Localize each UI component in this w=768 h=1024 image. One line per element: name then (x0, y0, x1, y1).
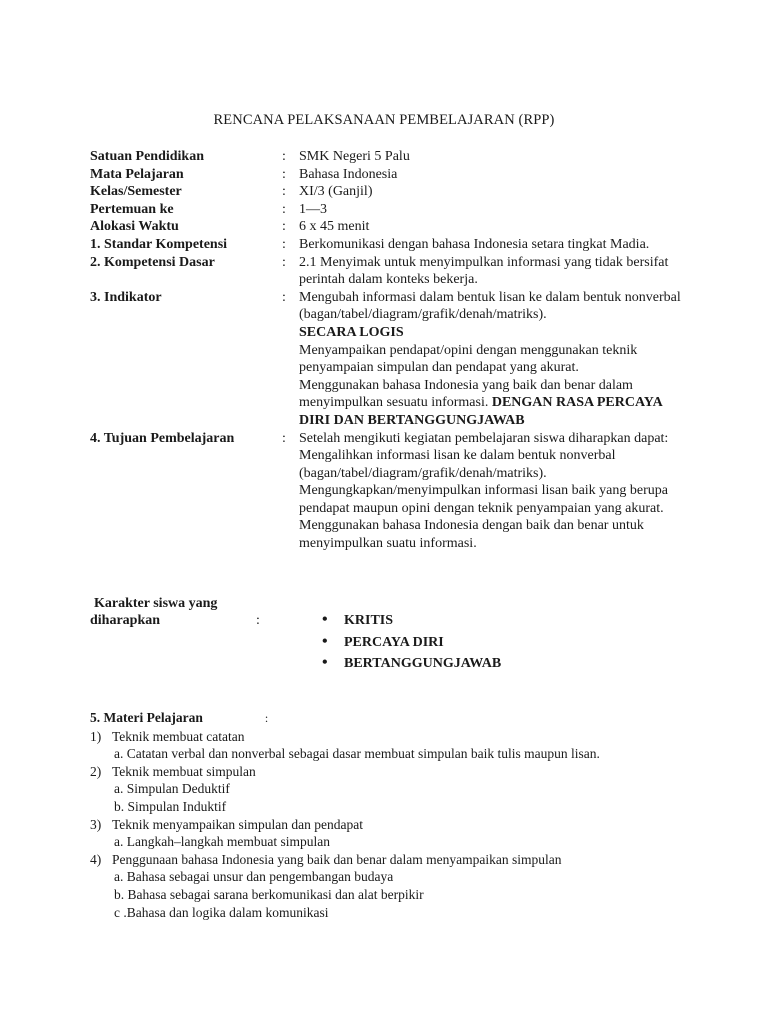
meta-label: 1. Standar Kompetensi (90, 236, 228, 252)
meta-colon: : (282, 201, 286, 217)
meta-colon: : (282, 219, 286, 235)
meta-value: 1—3 (299, 201, 327, 217)
tujuan-paragraph: Setelah mengikuti kegiatan pembelajaran siswa diharapkan dapat: (299, 430, 669, 446)
tujuan-paragraph: Mengungkapkan/menyimpulkan informasi lisan baik yang berupa pendapat maupun opini dengan teknik penyampaian yang akurat. (299, 483, 668, 516)
list-item (90, 728, 730, 746)
karakter-item: • KRITIS (322, 612, 501, 634)
meta-label: Mata Pelajaran (90, 166, 184, 182)
meta-colon: : (282, 149, 286, 164)
list-item (90, 851, 730, 869)
meta-colon: : (282, 184, 286, 200)
list-number: 3) (90, 816, 102, 832)
meta-label: 3. Indikator (90, 289, 162, 305)
sub-item: b. Bahasa sebagai sarana berkomunikasi dan alat berpikir (114, 886, 424, 902)
meta-row-tujuan (90, 430, 690, 553)
meta-row-kompetensi (90, 254, 690, 289)
document-title: RENCANA PELAKSANAAN PEMBELAJARAN (RPP) (213, 112, 555, 128)
materi-heading-text: 5. Materi Pelajaran (90, 710, 203, 725)
meta-label: Pertemuan ke (90, 201, 174, 217)
materi-section (90, 709, 730, 921)
meta-row-indikator (90, 289, 690, 430)
sub-item: a. Bahasa sebagai unsur dan pengembangan budaya (114, 869, 394, 885)
indikator-emphasis: DENGAN RASA PERCAYA DIRI DAN BERTANGGUNGJAWAB (299, 395, 662, 428)
list-text: Teknik membuat catatan (112, 728, 245, 744)
meta-colon: : (282, 289, 286, 305)
meta-colon: : (282, 236, 286, 252)
sub-item: c .Bahasa dan logika dalam komunikasi (114, 904, 329, 920)
list-text: Penggunaan bahasa Indonesia yang baik dan benar dalam menyampaikan simpulan (112, 851, 562, 867)
meta-colon: : (282, 166, 286, 182)
indikator-emphasis: SECARA LOGIS (299, 324, 404, 340)
materi-heading (90, 709, 730, 728)
meta-label: Satuan Pendidikan (90, 149, 204, 164)
meta-label: 4. Tujuan Pembelajaran (90, 430, 235, 446)
meta-label: Alokasi Waktu (90, 219, 179, 235)
list-number: 2) (90, 763, 102, 779)
meta-value: SMK Negeri 5 Palu (299, 149, 410, 164)
indikator-content (299, 289, 694, 430)
meta-row-kelas (90, 183, 690, 201)
indikator-text: Menggunakan bahasa Indonesia yang baik dan benar dalam menyimpulkan sesuatu informasi. (299, 377, 633, 411)
indikator-paragraph (299, 377, 694, 430)
tujuan-paragraph: Mengalihkan informasi lisan ke dalam bentuk nonverbal (bagan/tabel/diagram/grafik/denah/matriks). (299, 448, 616, 481)
meta-label: 2. Kompetensi Dasar (90, 254, 215, 270)
meta-value: Berkomunikasi dengan bahasa Indonesia setara tingkat Madia. (299, 236, 650, 252)
meta-row-pertemuan (90, 201, 690, 219)
karakter-colon: : (256, 613, 260, 628)
tujuan-content (299, 430, 694, 553)
list-text: Teknik membuat simpulan (112, 763, 256, 779)
materi-colon: : (264, 711, 269, 725)
sub-item: a. Simpulan Deduktif (114, 781, 230, 797)
sub-item: a. Langkah–langkah membuat simpulan (114, 834, 330, 850)
karakter-label: diharapkan (90, 613, 161, 628)
list-item (90, 763, 730, 781)
karakter-item: • BERTANGGUNGJAWAB (322, 655, 501, 677)
list-number: 1) (90, 728, 102, 744)
list-number: 4) (90, 851, 102, 867)
indikator-paragraph: Menyampaikan pendapat/opini dengan menggunakan teknik penyampaian simpulan dan pendapat yang akurat. (299, 342, 638, 376)
indikator-paragraph: Mengubah informasi dalam bentuk lisan ke dalam bentuk nonverbal (bagan/tabel/diagram/grafik/denah/matriks). (299, 289, 681, 323)
meta-row-satuan (90, 148, 690, 166)
karakter-item: • PERCAYA DIRI (322, 634, 501, 656)
meta-label: Kelas/Semester (90, 184, 182, 200)
meta-colon: : (282, 430, 286, 446)
tujuan-paragraph: Menggunakan bahasa Indonesia dengan baik dan benar untuk menyimpulkan suatu informasi. (299, 518, 644, 552)
meta-colon: : (282, 254, 286, 270)
meta-table (90, 148, 690, 553)
meta-row-standar (90, 236, 690, 254)
sub-item: a. Catatan verbal dan nonverbal sebagai dasar membuat simpulan baik tulis maupun lisan. (114, 746, 600, 762)
meta-value: 6 x 45 menit (299, 219, 370, 235)
list-text: Teknik menyampaikan simpulan dan pendapat (112, 816, 363, 832)
meta-row-mapel (90, 166, 690, 184)
sub-item: b. Simpulan Induktif (114, 798, 227, 814)
list-item (90, 816, 730, 834)
meta-value: 2.1 Menyimak untuk menyimpulkan informasi yang tidak bersifat perintah dalam konteks bekerja. (299, 254, 669, 288)
meta-value: XI/3 (Ganjil) (299, 184, 373, 200)
karakter-label: Karakter siswa yang (94, 596, 218, 611)
meta-value: Bahasa Indonesia (299, 166, 398, 182)
karakter-list (322, 612, 501, 677)
meta-row-alokasi (90, 218, 690, 236)
